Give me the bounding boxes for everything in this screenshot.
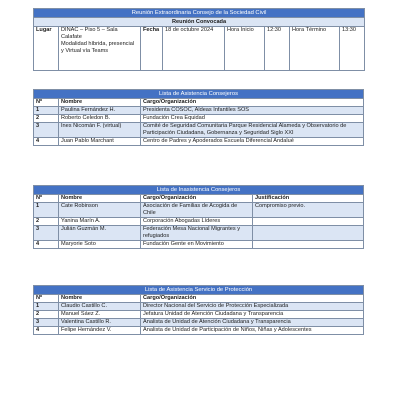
table-row: [34, 327, 364, 335]
column-header: Nº: [34, 195, 59, 203]
row-number: 2: [34, 218, 59, 226]
row-organization: Presidenta COSOC, Aldeas Infantiles SOS: [141, 107, 364, 115]
row-justification: [253, 241, 364, 249]
column-header: Cargo/Organización: [141, 295, 364, 303]
table-row: [34, 218, 364, 226]
row-organization: Fundación Gente en Movimiento: [141, 241, 253, 249]
proteccion-table: [33, 285, 364, 335]
row-organization: Corporación Abogadas Líderes: [141, 218, 253, 226]
row-organization: Asociación de Familias de Acogida de Chile: [141, 203, 253, 218]
row-number: 2: [34, 115, 59, 123]
meeting-table: [33, 8, 365, 71]
row-organization: Jefatura Unidad de Atención Ciudadana y Transparencia: [141, 311, 364, 319]
row-name: Claudio Castillo C.: [59, 303, 141, 311]
row-number: 1: [34, 203, 59, 218]
row-justification: [253, 218, 364, 226]
row-number: 3: [34, 226, 59, 241]
row-organization: Analista de Unidad de Participación de Niños, Niñas y Adolescentes: [141, 327, 364, 335]
row-name: Ines Nicomán F. (virtual): [59, 123, 141, 138]
hora-termino-label: Hora Término: [290, 27, 340, 71]
table-row: [34, 303, 364, 311]
row-organization: Federación Mesa Nacional Migrantes y refugiados: [141, 226, 253, 241]
row-name: Yanina Marín A.: [59, 218, 141, 226]
row-organization: Fundación Crea Equidad: [141, 115, 364, 123]
asistencia-title: Lista de Asistencia Consejeros: [34, 90, 364, 99]
table-row: [34, 311, 364, 319]
column-header: Cargo/Organización: [141, 195, 253, 203]
column-header: Justificación: [253, 195, 364, 203]
hora-termino-value: 13:30: [340, 27, 365, 71]
table-row: [34, 123, 364, 138]
row-name: Manuel Sáez Z.: [59, 311, 141, 319]
row-organization: Analista de Unidad de Atención Ciudadana y Transparencia: [141, 319, 364, 327]
column-header: Nº: [34, 295, 59, 303]
row-name: Roberto Celedon B.: [59, 115, 141, 123]
inasistencia-table: [33, 185, 364, 249]
row-name: Maryorie Soto: [59, 241, 141, 249]
meeting-title: Reunión Extraordinaria Consejo de la Sociedad Civil: [34, 9, 365, 18]
row-name: Juan Pablo Marchant: [59, 138, 141, 146]
row-number: 1: [34, 303, 59, 311]
row-organization: Director Nacional del Servicio de Protección Especializada: [141, 303, 364, 311]
inasistencia-title: Lista de Inasistencia Consejeros: [34, 186, 364, 195]
row-number: 3: [34, 319, 59, 327]
table-row: [34, 107, 364, 115]
table-row: [34, 115, 364, 123]
column-header: Nombre: [59, 99, 141, 107]
row-number: 4: [34, 241, 59, 249]
row-number: 4: [34, 138, 59, 146]
table-row: [34, 241, 364, 249]
row-justification: Compromiso previo.: [253, 203, 364, 218]
lugar-value: DINAC – Piso 5 – Sala Calafate Modalidad híbrida, presencial y Virtual vía Teams: [59, 27, 141, 71]
row-name: Cate Robinson: [59, 203, 141, 218]
lugar-label: Lugar: [34, 27, 59, 71]
table-row: [34, 319, 364, 327]
row-number: 3: [34, 123, 59, 138]
fecha-value: 18 de octubre 2024: [163, 27, 225, 71]
table-row: [34, 226, 364, 241]
row-organization: Centro de Padres y Apoderados Escuela Diferencial Andalué: [141, 138, 364, 146]
asistencia-table: [33, 89, 364, 146]
meeting-subtitle: Reunión Convocada: [34, 18, 365, 27]
row-organization: Comité de Seguridad Comunitaria Parque Residencial Alameda y Observatorio de Participación Ciudadana, Gobernanza y Seguridad Siglo XXI: [141, 123, 364, 138]
row-number: 1: [34, 107, 59, 115]
column-header: Cargo/Organización: [141, 99, 364, 107]
column-header: Nº: [34, 99, 59, 107]
table-row: [34, 203, 364, 218]
row-number: 4: [34, 327, 59, 335]
row-justification: [253, 226, 364, 241]
row-name: Julián Guzmán M.: [59, 226, 141, 241]
row-name: Felipe Hernández V.: [59, 327, 141, 335]
fecha-label: Fecha: [141, 27, 163, 71]
row-name: Paulina Fernández H.: [59, 107, 141, 115]
hora-inicio-value: 12:30: [265, 27, 290, 71]
hora-inicio-label: Hora Inicio: [225, 27, 265, 71]
column-header: Nombre: [59, 195, 141, 203]
row-number: 2: [34, 311, 59, 319]
row-name: Valentina Castillo R.: [59, 319, 141, 327]
table-row: [34, 138, 364, 146]
column-header: Nombre: [59, 295, 141, 303]
proteccion-title: Lista de Asistencia Servicio de Protección: [34, 286, 364, 295]
